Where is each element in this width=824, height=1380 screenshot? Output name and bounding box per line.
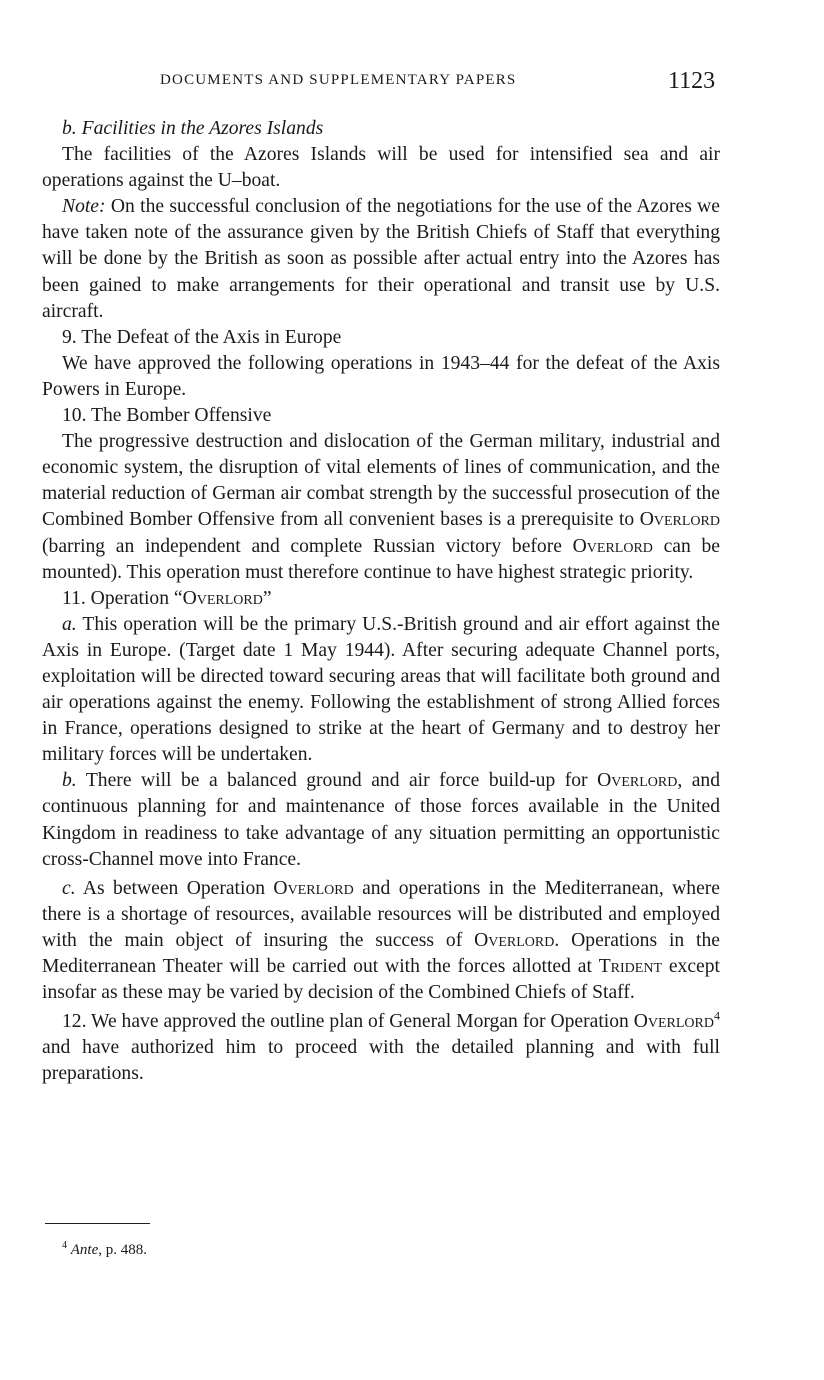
page-number: 1123 bbox=[668, 68, 716, 94]
footnote-reference: 4 bbox=[714, 1008, 720, 1023]
paragraph-azores: The facilities of the Azores Islands will be used for intensified sea and air operations against the U–boat. bbox=[42, 144, 720, 192]
heading-b-title: Facilities in the Azores Islands bbox=[81, 118, 324, 139]
overlord-term: Overlord bbox=[633, 1011, 714, 1033]
paragraph-11c-part-2: and operations in the Mediterranean, where there is a shortage of resources, available resources will be distributed and employed with the main object of insuring the success of bbox=[42, 877, 720, 951]
trident-term: Trident bbox=[598, 956, 663, 977]
footnote-text: p. 488. bbox=[105, 1242, 147, 1258]
item-label-c: c. bbox=[62, 877, 76, 899]
paragraph-11b bbox=[42, 768, 720, 872]
heading-b-facilities bbox=[42, 116, 720, 142]
overlord-term: Overlord bbox=[182, 587, 263, 609]
overlord-term: Overlord bbox=[597, 770, 678, 792]
note-label: Note: bbox=[62, 196, 106, 218]
paragraph-12 bbox=[42, 1009, 720, 1087]
overlord-term: Overlord bbox=[572, 535, 653, 557]
note-text: On the successful conclusion of the negotiations for the use of the Azores we have taken note of the assurance given by the British Chiefs of Staff that everything will be done by the British as soon as possible after actual entry into the Azores has been gained to make arrangements for their operational and transit use by U.S. aircraft. bbox=[42, 196, 720, 322]
overlord-term: Overlord bbox=[273, 877, 354, 899]
paragraph-11a bbox=[42, 612, 720, 769]
overlord-term: Overlord bbox=[474, 929, 555, 951]
paragraph-11c-part-3: . Operations in the Mediterranean Theater will be carried out with the forces allotted at bbox=[42, 929, 720, 977]
heading-10: 10. The Bomber Offensive bbox=[62, 405, 272, 427]
page-header bbox=[0, 68, 824, 98]
paragraph-11a-text: This operation will be the primary U.S.-British ground and air effort against the Axis in Europe. (Target date 1 May 1944). After securing adequate Channel ports, exploitation will be directed toward securing areas that will facilitate both ground and air operations against the enemy. Following the establishment of strong Allied forces in France, operations designed to strike at the heart of Germany and to destroy her military forces will be undertaken. bbox=[42, 613, 720, 766]
paragraph-11c-part-1: As between Operation bbox=[82, 877, 266, 899]
paragraph-10-part-3: can be mounted). This operation must therefore continue to have highest strategic priority. bbox=[42, 535, 720, 583]
paragraph-10 bbox=[42, 429, 720, 586]
paragraph-10-part-2: (barring an independent and complete Russian victory before bbox=[42, 535, 562, 557]
body-text bbox=[42, 116, 720, 1087]
heading-11-post: ” bbox=[262, 587, 272, 609]
heading-11-pre: 11. Operation “ bbox=[62, 587, 183, 609]
footnote bbox=[62, 1240, 147, 1259]
heading-11 bbox=[42, 586, 720, 612]
paragraph-11c bbox=[42, 876, 720, 1006]
footnote-marker: 4 bbox=[62, 1240, 67, 1251]
paragraph-11c-part-4: except insofar as these may be varied by decision of the Combined Chiefs of Staff. bbox=[42, 956, 720, 1004]
paragraph-10-part-1: The progressive destruction and dislocation of the German military, industrial and economic system, the disruption of vital elements of lines of communication, and the material reduction of German air combat strength by the successful prosecution of the Combined Bomber Offensive from all convenient bases is a prerequisite to bbox=[42, 431, 720, 531]
paragraph-9: We have approved the following operations in 1943–44 for the defeat of the Axis Powers in Europe. bbox=[42, 352, 720, 400]
paragraph-11b-part-2: , and continuous planning for and maintenance of those forces available in the United Kingdom in readiness to take advantage of any situation permitting an opportunistic cross-Channel move into France. bbox=[42, 770, 720, 870]
item-label-a: a. bbox=[62, 613, 77, 635]
item-label-b: b. bbox=[62, 770, 77, 792]
overlord-term: Overlord bbox=[639, 509, 720, 531]
paragraph-11b-part-1: There will be a balanced ground and air force build-up for bbox=[85, 770, 588, 792]
heading-9: 9. The Defeat of the Axis in Europe bbox=[62, 326, 342, 348]
heading-b-label: b. bbox=[62, 118, 77, 139]
paragraph-note bbox=[42, 194, 720, 324]
running-head: DOCUMENTS AND SUPPLEMENTARY PAPERS bbox=[160, 72, 517, 88]
paragraph-12-part-2: and have authorized him to proceed with the detailed planning and with full preparations. bbox=[42, 1037, 720, 1085]
footnote-label: Ante, bbox=[70, 1242, 102, 1258]
footnote-divider bbox=[45, 1223, 150, 1224]
paragraph-12-part-1: 12. We have approved the outline plan of General Morgan for Operation bbox=[62, 1011, 629, 1033]
